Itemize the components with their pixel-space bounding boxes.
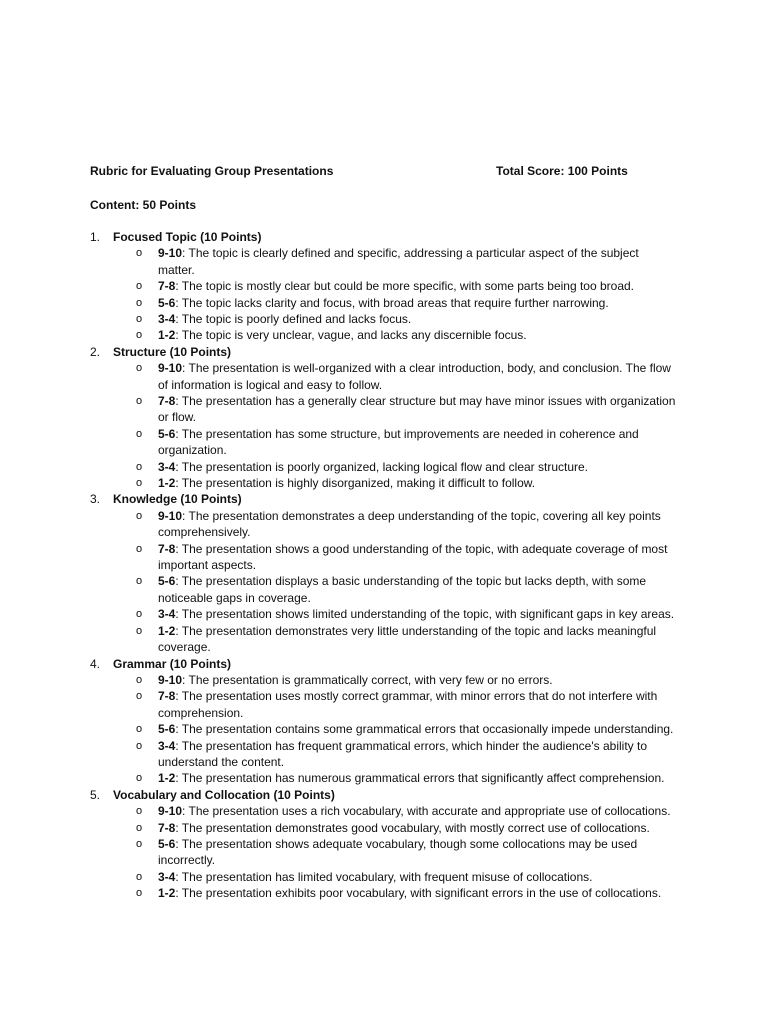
score-range: 1-2 xyxy=(158,623,176,638)
hollow-bullet-icon: o xyxy=(136,723,143,736)
criterion-header xyxy=(90,787,690,803)
hollow-bullet-icon: o xyxy=(136,739,143,752)
score-description: : The topic is very unclear, vague, and lacks any discernible focus. xyxy=(175,328,527,343)
section-heading: Content: 50 Points xyxy=(90,198,197,212)
score-description: : The presentation exhibits poor vocabulary, with significant errors in the use of collocations. xyxy=(175,886,662,901)
criterion-number: 5. xyxy=(90,787,101,802)
score-range: 3-4 xyxy=(158,459,176,474)
score-range: 3-4 xyxy=(158,869,176,884)
score-range: 7-8 xyxy=(158,820,176,835)
criterion-number: 2. xyxy=(90,344,101,359)
score-levels xyxy=(90,672,690,787)
score-range: 7-8 xyxy=(158,279,176,294)
score-levels xyxy=(90,360,690,491)
score-description: : The presentation demonstrates good vocabulary, with mostly correct use of collocations. xyxy=(175,820,650,835)
score-level xyxy=(90,278,678,294)
score-description: : The presentation shows limited understanding of the topic, with significant gaps in key areas. xyxy=(175,607,675,622)
score-range: 7-8 xyxy=(158,541,176,556)
score-description: : The presentation contains some grammatical errors that occasionally impede understanding. xyxy=(175,722,674,737)
score-level xyxy=(90,541,678,574)
hollow-bullet-icon: o xyxy=(136,296,143,309)
score-level xyxy=(90,820,678,836)
score-description: : The topic is clearly defined and specific, addressing a particular aspect of the subject matter. xyxy=(158,246,639,277)
hollow-bullet-icon: o xyxy=(136,805,143,818)
score-description: : The topic lacks clarity and focus, with broad areas that require further narrowing. xyxy=(175,295,609,310)
hollow-bullet-icon: o xyxy=(136,509,143,522)
score-level xyxy=(90,295,678,311)
score-range: 1-2 xyxy=(158,886,176,901)
hollow-bullet-icon: o xyxy=(136,837,143,850)
score-range: 5-6 xyxy=(158,836,176,851)
score-range: 5-6 xyxy=(158,722,176,737)
hollow-bullet-icon: o xyxy=(136,608,143,621)
score-description: : The topic is poorly defined and lacks focus. xyxy=(175,312,412,327)
score-level xyxy=(90,770,678,786)
hollow-bullet-icon: o xyxy=(136,362,143,375)
score-description: : The presentation shows adequate vocabulary, though some collocations may be used incorrectly. xyxy=(158,836,638,868)
criterion-number: 3. xyxy=(90,492,101,507)
score-range: 3-4 xyxy=(158,738,176,753)
score-range: 5-6 xyxy=(158,574,176,589)
score-range: 1-2 xyxy=(158,476,176,491)
score-range: 7-8 xyxy=(158,394,176,409)
hollow-bullet-icon: o xyxy=(136,575,143,588)
score-range: 9-10 xyxy=(158,361,183,376)
score-range: 9-10 xyxy=(158,508,183,523)
score-description: : The presentation displays a basic understanding of the topic but lacks depth, with some noticeable gaps in coverage. xyxy=(158,574,647,605)
score-range: 9-10 xyxy=(158,672,183,687)
hollow-bullet-icon: o xyxy=(136,247,143,260)
criterion-title: Knowledge (10 Points) xyxy=(113,492,242,507)
score-description: : The presentation has numerous grammatical errors that significantly affect comprehension. xyxy=(175,771,665,786)
score-description: : The topic is mostly clear but could be more specific, with some parts being too broad. xyxy=(175,279,635,294)
score-level xyxy=(90,360,678,393)
score-range: 9-10 xyxy=(158,246,183,261)
score-description: : The presentation has a generally clear structure but may have minor issues with organization or flow. xyxy=(158,394,676,425)
criterion-title: Grammar (10 Points) xyxy=(113,656,232,671)
score-level xyxy=(90,393,678,426)
criterion-header xyxy=(90,344,690,360)
criterion xyxy=(90,787,690,902)
hollow-bullet-icon: o xyxy=(136,395,143,408)
hollow-bullet-icon: o xyxy=(136,460,143,473)
score-level xyxy=(90,245,678,278)
score-level xyxy=(90,672,678,688)
score-level xyxy=(90,426,678,459)
score-level xyxy=(90,688,678,721)
score-range: 7-8 xyxy=(158,689,176,704)
hollow-bullet-icon: o xyxy=(136,313,143,326)
hollow-bullet-icon: o xyxy=(136,870,143,883)
score-description: : The presentation is well-organized with a clear introduction, body, and conclusion. The flow of information is logical and easy to follow. xyxy=(158,361,671,392)
score-description: : The presentation is highly disorganized, making it difficult to follow. xyxy=(175,476,536,491)
total-score: Total Score: 100 Points xyxy=(496,164,628,178)
score-level xyxy=(90,573,678,606)
criterion-title: Focused Topic (10 Points) xyxy=(113,230,262,244)
score-levels xyxy=(90,508,690,656)
hollow-bullet-icon: o xyxy=(136,477,143,490)
score-range: 3-4 xyxy=(158,312,176,327)
hollow-bullet-icon: o xyxy=(136,690,143,703)
score-description: : The presentation has limited vocabulary, with frequent misuse of collocations. xyxy=(175,869,593,884)
document-title: Rubric for Evaluating Group Presentations xyxy=(90,164,334,178)
score-range: 1-2 xyxy=(158,328,176,343)
hollow-bullet-icon: o xyxy=(136,329,143,342)
score-description: : The presentation shows a good understanding of the topic, with adequate coverage of most important aspects. xyxy=(158,541,668,573)
score-description: : The presentation demonstrates a deep understanding of the topic, covering all key points comprehensively. xyxy=(158,508,661,540)
score-level xyxy=(90,475,678,491)
score-levels xyxy=(90,245,690,343)
score-range: 5-6 xyxy=(158,426,176,441)
criteria-list xyxy=(90,229,690,902)
score-level xyxy=(90,327,678,343)
hollow-bullet-icon: o xyxy=(136,280,143,293)
hollow-bullet-icon: o xyxy=(136,427,143,440)
score-levels xyxy=(90,803,690,901)
score-range: 1-2 xyxy=(158,771,176,786)
hollow-bullet-icon: o xyxy=(136,821,143,834)
score-level xyxy=(90,721,678,737)
hollow-bullet-icon: o xyxy=(136,887,143,900)
criterion-header xyxy=(90,491,690,507)
criterion-number: 1. xyxy=(90,230,101,244)
score-level xyxy=(90,803,678,819)
score-level xyxy=(90,738,678,771)
score-level xyxy=(90,311,678,327)
criterion-title: Vocabulary and Collocation (10 Points) xyxy=(113,787,335,802)
score-description: : The presentation is grammatically correct, with very few or no errors. xyxy=(182,672,553,687)
criterion-number: 4. xyxy=(90,656,101,671)
criterion-header xyxy=(90,656,690,672)
score-description: : The presentation uses mostly correct grammar, with minor errors that do not interfere with comprehension. xyxy=(158,689,658,720)
score-level xyxy=(90,606,678,622)
criterion xyxy=(90,344,690,492)
document-header xyxy=(90,162,650,180)
score-level xyxy=(90,623,678,656)
criterion-header xyxy=(90,229,690,245)
score-level xyxy=(90,459,678,475)
score-description: : The presentation has frequent grammatical errors, which hinder the audience's ability to understand the content. xyxy=(158,738,647,769)
criterion-title: Structure (10 Points) xyxy=(113,344,232,359)
score-description: : The presentation uses a rich vocabulary, with accurate and appropriate use of collocations. xyxy=(182,804,671,819)
criterion xyxy=(90,491,690,655)
score-description: : The presentation is poorly organized, lacking logical flow and clear structure. xyxy=(175,459,589,474)
score-range: 3-4 xyxy=(158,607,176,622)
score-range: 5-6 xyxy=(158,295,176,310)
score-description: : The presentation demonstrates very little understanding of the topic and lacks meaningful coverage. xyxy=(158,623,657,655)
score-description: : The presentation has some structure, but improvements are needed in coherence and organization. xyxy=(158,426,639,458)
score-level xyxy=(90,869,678,885)
score-level xyxy=(90,508,678,541)
score-level xyxy=(90,885,678,901)
hollow-bullet-icon: o xyxy=(136,624,143,637)
score-range: 9-10 xyxy=(158,804,183,819)
hollow-bullet-icon: o xyxy=(136,772,143,785)
hollow-bullet-icon: o xyxy=(136,542,143,555)
hollow-bullet-icon: o xyxy=(136,673,143,686)
criterion xyxy=(90,229,690,344)
criterion xyxy=(90,656,690,787)
score-level xyxy=(90,836,678,869)
